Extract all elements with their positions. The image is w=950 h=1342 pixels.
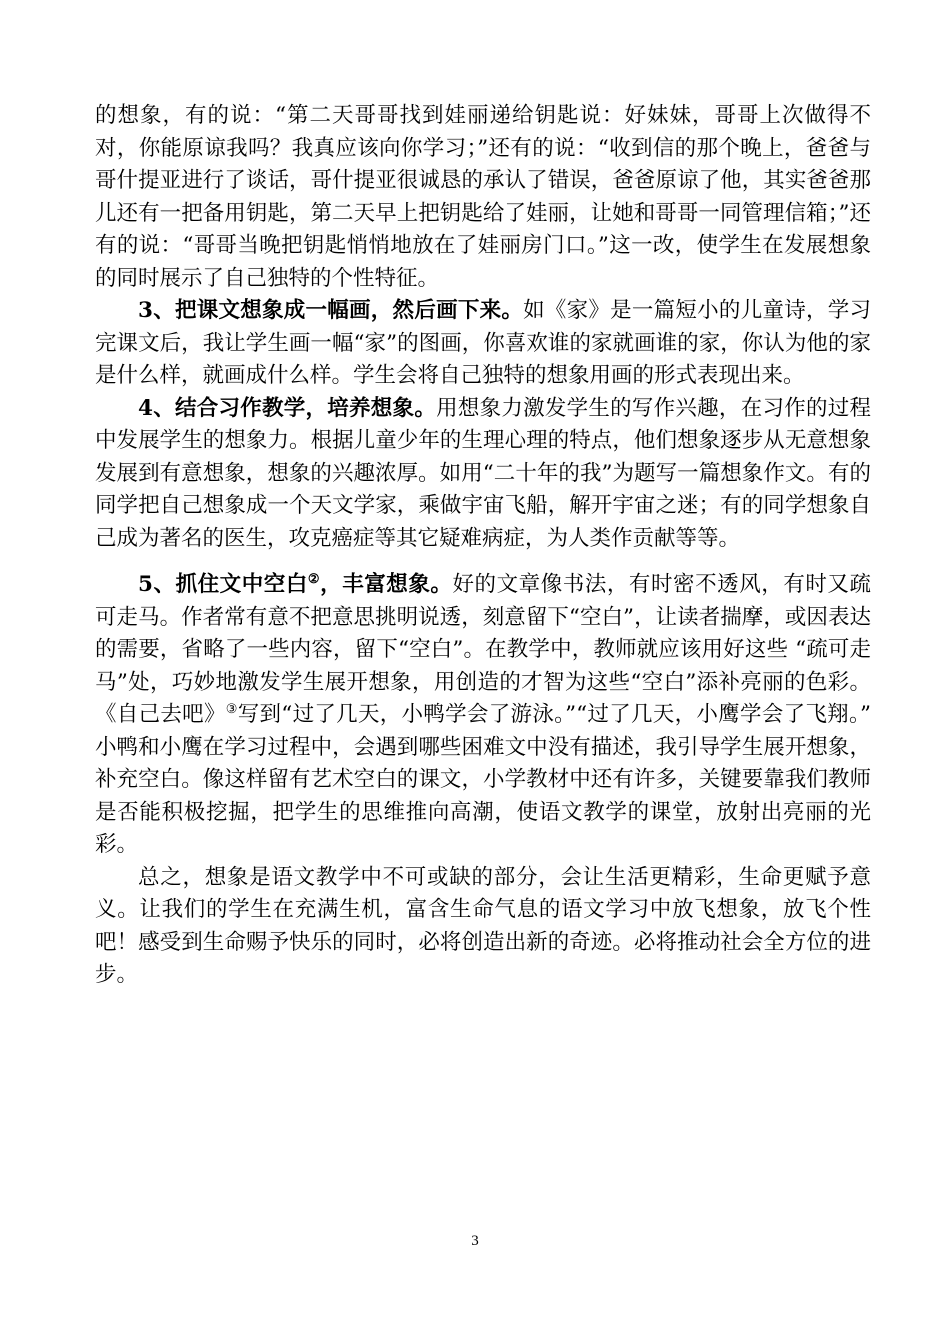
paragraph-conclusion [95,862,871,992]
paragraph-text: 总之，想象是语文教学中不可或缺的部分，会让生活更精彩，生命更赋予意义。让我们的学生在充满生机，富含生命气息的语文学习中放飞想象，放飞个性吧！感受到生命赐予快乐的同时，必将创造出新的奇迹。必将推动社会全方位的进步。 [95,864,871,987]
paragraph-text: 用想象力激发学生的写作兴趣，在习作的过程中发展学生的想象力。根据儿童少年的生理心理的特点，他们想象逐步从无意想象发展到有意想象，想象的兴趣浓厚。如用“二十年的我”为题写一篇想象作文。有的同学把自己想象成一个天文学家，乘做宇宙飞船，解开宇宙之迷；有的同学想象自己成为著名的医生，攻克癌症等其它疑难病症，为人类作贡献等等。 [95,395,871,551]
section-heading-text: 5、抓住文中空白 [138,572,308,597]
paragraph-text: 好的文章像书法，有时密不透风，有时又疏可走马。作者常有意不把意思挑明说透，刻意留下“空白”，让读者揣摩，或因表达的需要，省略了一些内容，留下“空白”。在教学中，教师就应该用好这些 “疏可走马”处，巧妙地激发学生展开想象，用创造的才智为这些“空白”添补亮丽的色彩。《自己去吧》 [95,572,871,727]
paragraph-draw-picture [95,295,871,393]
paragraph-text: 如《家》是一篇短小的儿童诗，学习完课文后，我让学生画一幅“家”的图画，你喜欢谁的家就画谁的家，你认为他的家是什么样，就画成什么样。学生会将自己独特的想象用画的形式表现出来。 [95,298,871,388]
paragraph-blank-space [95,569,871,862]
section-heading [138,572,452,597]
page-number: 3 [471,1233,479,1249]
page-body [95,100,871,992]
section-heading-text: ，丰富想象。 [320,572,453,597]
section-heading: 3、把课文想象成一幅画，然后画下来。 [138,298,524,323]
paragraph-continuation [95,100,871,295]
paragraph-text: 的想象，有的说：“第二天哥哥找到娃丽递给钥匙说：好妹妹，哥哥上次做得不对，你能原谅我吗？我真应该向你学习；”还有的说：“收到信的那个晚上，爸爸与哥什提亚进行了谈话，哥什提亚很诚恳的承认了错误，爸爸原谅了他，其实爸爸那儿还有一把备用钥匙，第二天早上把钥匙给了娃丽，让她和哥哥一同管理信箱；”还有的说：“哥哥当晚把钥匙悄悄地放在了娃丽房门口。”这一改，使学生在发展想象的同时展示了自己独特的个性特征。 [95,103,871,291]
footnote-reference: ③ [225,701,238,717]
footnote-reference: ② [307,571,321,587]
section-heading: 4、结合习作教学，培养想象。 [138,395,437,421]
paragraph-text: 写到“过了几天，小鸭学会了游泳。”“过了几天，小鹰学会了飞翔。” 小鸭和小鹰在学习过程中，会遇到哪些困难文中没有描述，我引导学生展开想象，补充空白。像这样留有艺术空白的课文，小学教材中还有许多，关键要靠我们教师是否能积极挖掘，把学生的思维推向高潮，使语文教学的课堂，放射出亮丽的光彩。 [95,702,871,857]
paragraph-writing-teaching [95,393,871,556]
